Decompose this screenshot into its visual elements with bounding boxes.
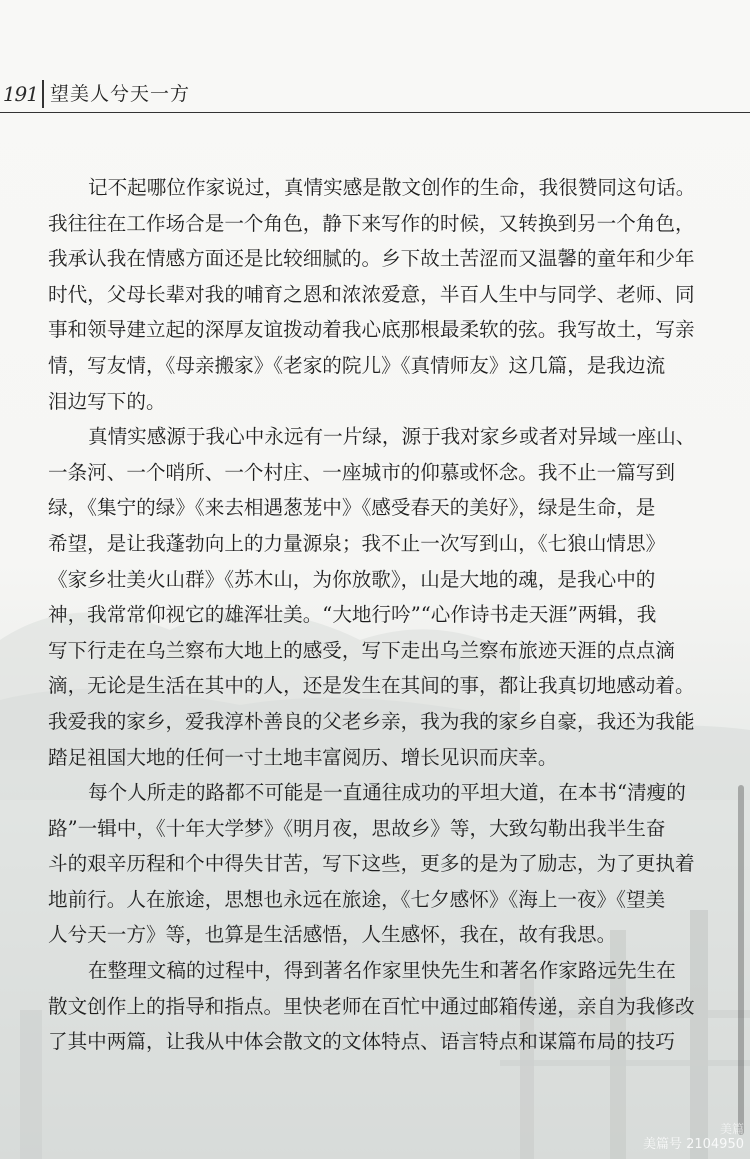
text-line: 滴，无论是生活在其中的人，还是发生在其间的事，都让我真切地感动着。 [48, 674, 695, 698]
paragraph [48, 775, 718, 953]
page-number: 191 [0, 80, 44, 108]
text-line: 事和领导建立起的深厚友谊拨动着我心底那根最柔软的弦。我写故土，写亲 [48, 318, 695, 342]
text-line: 神，我常常仰视它的雄浑壮美。“大地行吟”“心作诗书走天涯”两辑，我 [48, 603, 657, 627]
text-line: 散文创作上的指导和指点。里快老师在百忙中通过邮箱传递，亲自为我修改 [48, 994, 695, 1018]
paragraph [48, 953, 718, 1060]
text-line: 人兮天一方》等，也算是生活感悟，人生感怀，我在，故有我思。 [48, 923, 617, 947]
watermark-text: 美篇号 2104950 [642, 1137, 744, 1152]
header-rule [0, 112, 750, 113]
text-line: 《家乡壮美火山群》《苏木山，为你放歌》，山是大地的魂，是我心中的 [48, 567, 656, 591]
text-line: 在整理文稿的过程中，得到著名作家里快先生和著名作家路远先生在 [88, 959, 676, 983]
text-line: 路”一辑中，《十年大学梦》《明月夜，思故乡》等，大致勾勒出我半生奋 [48, 816, 666, 840]
text-line: 希望，是让我蓬勃向上的力量源泉；我不止一次写到山，《七狼山情思》 [48, 531, 666, 555]
text-line: 每个人所走的路都不可能是一直通往成功的平坦大道，在本书“清瘦的 [88, 781, 686, 805]
text-line: 斗的艰辛历程和个中得失甘苦，写下这些，更多的是为了励志，为了更执着 [48, 852, 695, 876]
text-line: 了其中两篇，让我从中体会散文的文体特点、语言特点和谋篇布局的技巧 [48, 1030, 675, 1054]
watermark [643, 1121, 744, 1153]
text-line: 我爱我的家乡，爱我淳朴善良的父老乡亲，我为我的家乡自豪，我还为我能 [48, 709, 695, 733]
text-line: 情，写友情，《母亲搬家》《老家的院儿》《真情师友》这几篇，是我边流 [48, 353, 666, 377]
text-line: 我承认我在情感方面还是比较细腻的。乡下故土苦涩而又温馨的童年和少年 [48, 247, 695, 271]
page-header [0, 78, 750, 114]
text-line: 写下行走在乌兰察布大地上的感受，写下走出乌兰察布旅迹天涯的点点滴 [48, 638, 675, 662]
paragraph [48, 419, 718, 775]
text-line: 时代，父母长辈对我的哺育之恩和浓浓爱意，半百人生中与同学、老师、同 [48, 282, 695, 306]
text-line: 真情实感源于我心中永远有一片绿，源于我对家乡或者对异域一座山、 [88, 425, 696, 449]
text-line: 记不起哪位作家说过，真情实感是散文创作的生命，我很赞同这句话。 [88, 176, 696, 199]
body-text [48, 170, 718, 1060]
text-line: 泪边写下的。 [48, 389, 166, 413]
text-line: 绿，《集宁的绿》《来去相遇葱茏中》《感受春天的美好》，绿是生命，是 [48, 496, 656, 520]
watermark-logo: 美篇 [719, 1122, 744, 1136]
text-line: 我往往在工作场合是一个角色，静下来写作的时候，又转换到另一个角色， [48, 211, 695, 235]
scrollbar[interactable] [738, 785, 744, 1135]
text-line: 一条河、一个哨所、一个村庄、一座城市的仰慕或怀念。我不止一篇写到 [48, 460, 675, 484]
text-line: 地前行。人在旅途，思想也永远在旅途，《七夕感怀》《海上一夜》《望美 [48, 887, 666, 911]
paragraph [48, 170, 718, 419]
text-line: 踏足祖国大地的任何一寸土地丰富阅历、增长见识而庆幸。 [48, 745, 558, 769]
running-title: 望美人兮天一方 [50, 83, 191, 105]
